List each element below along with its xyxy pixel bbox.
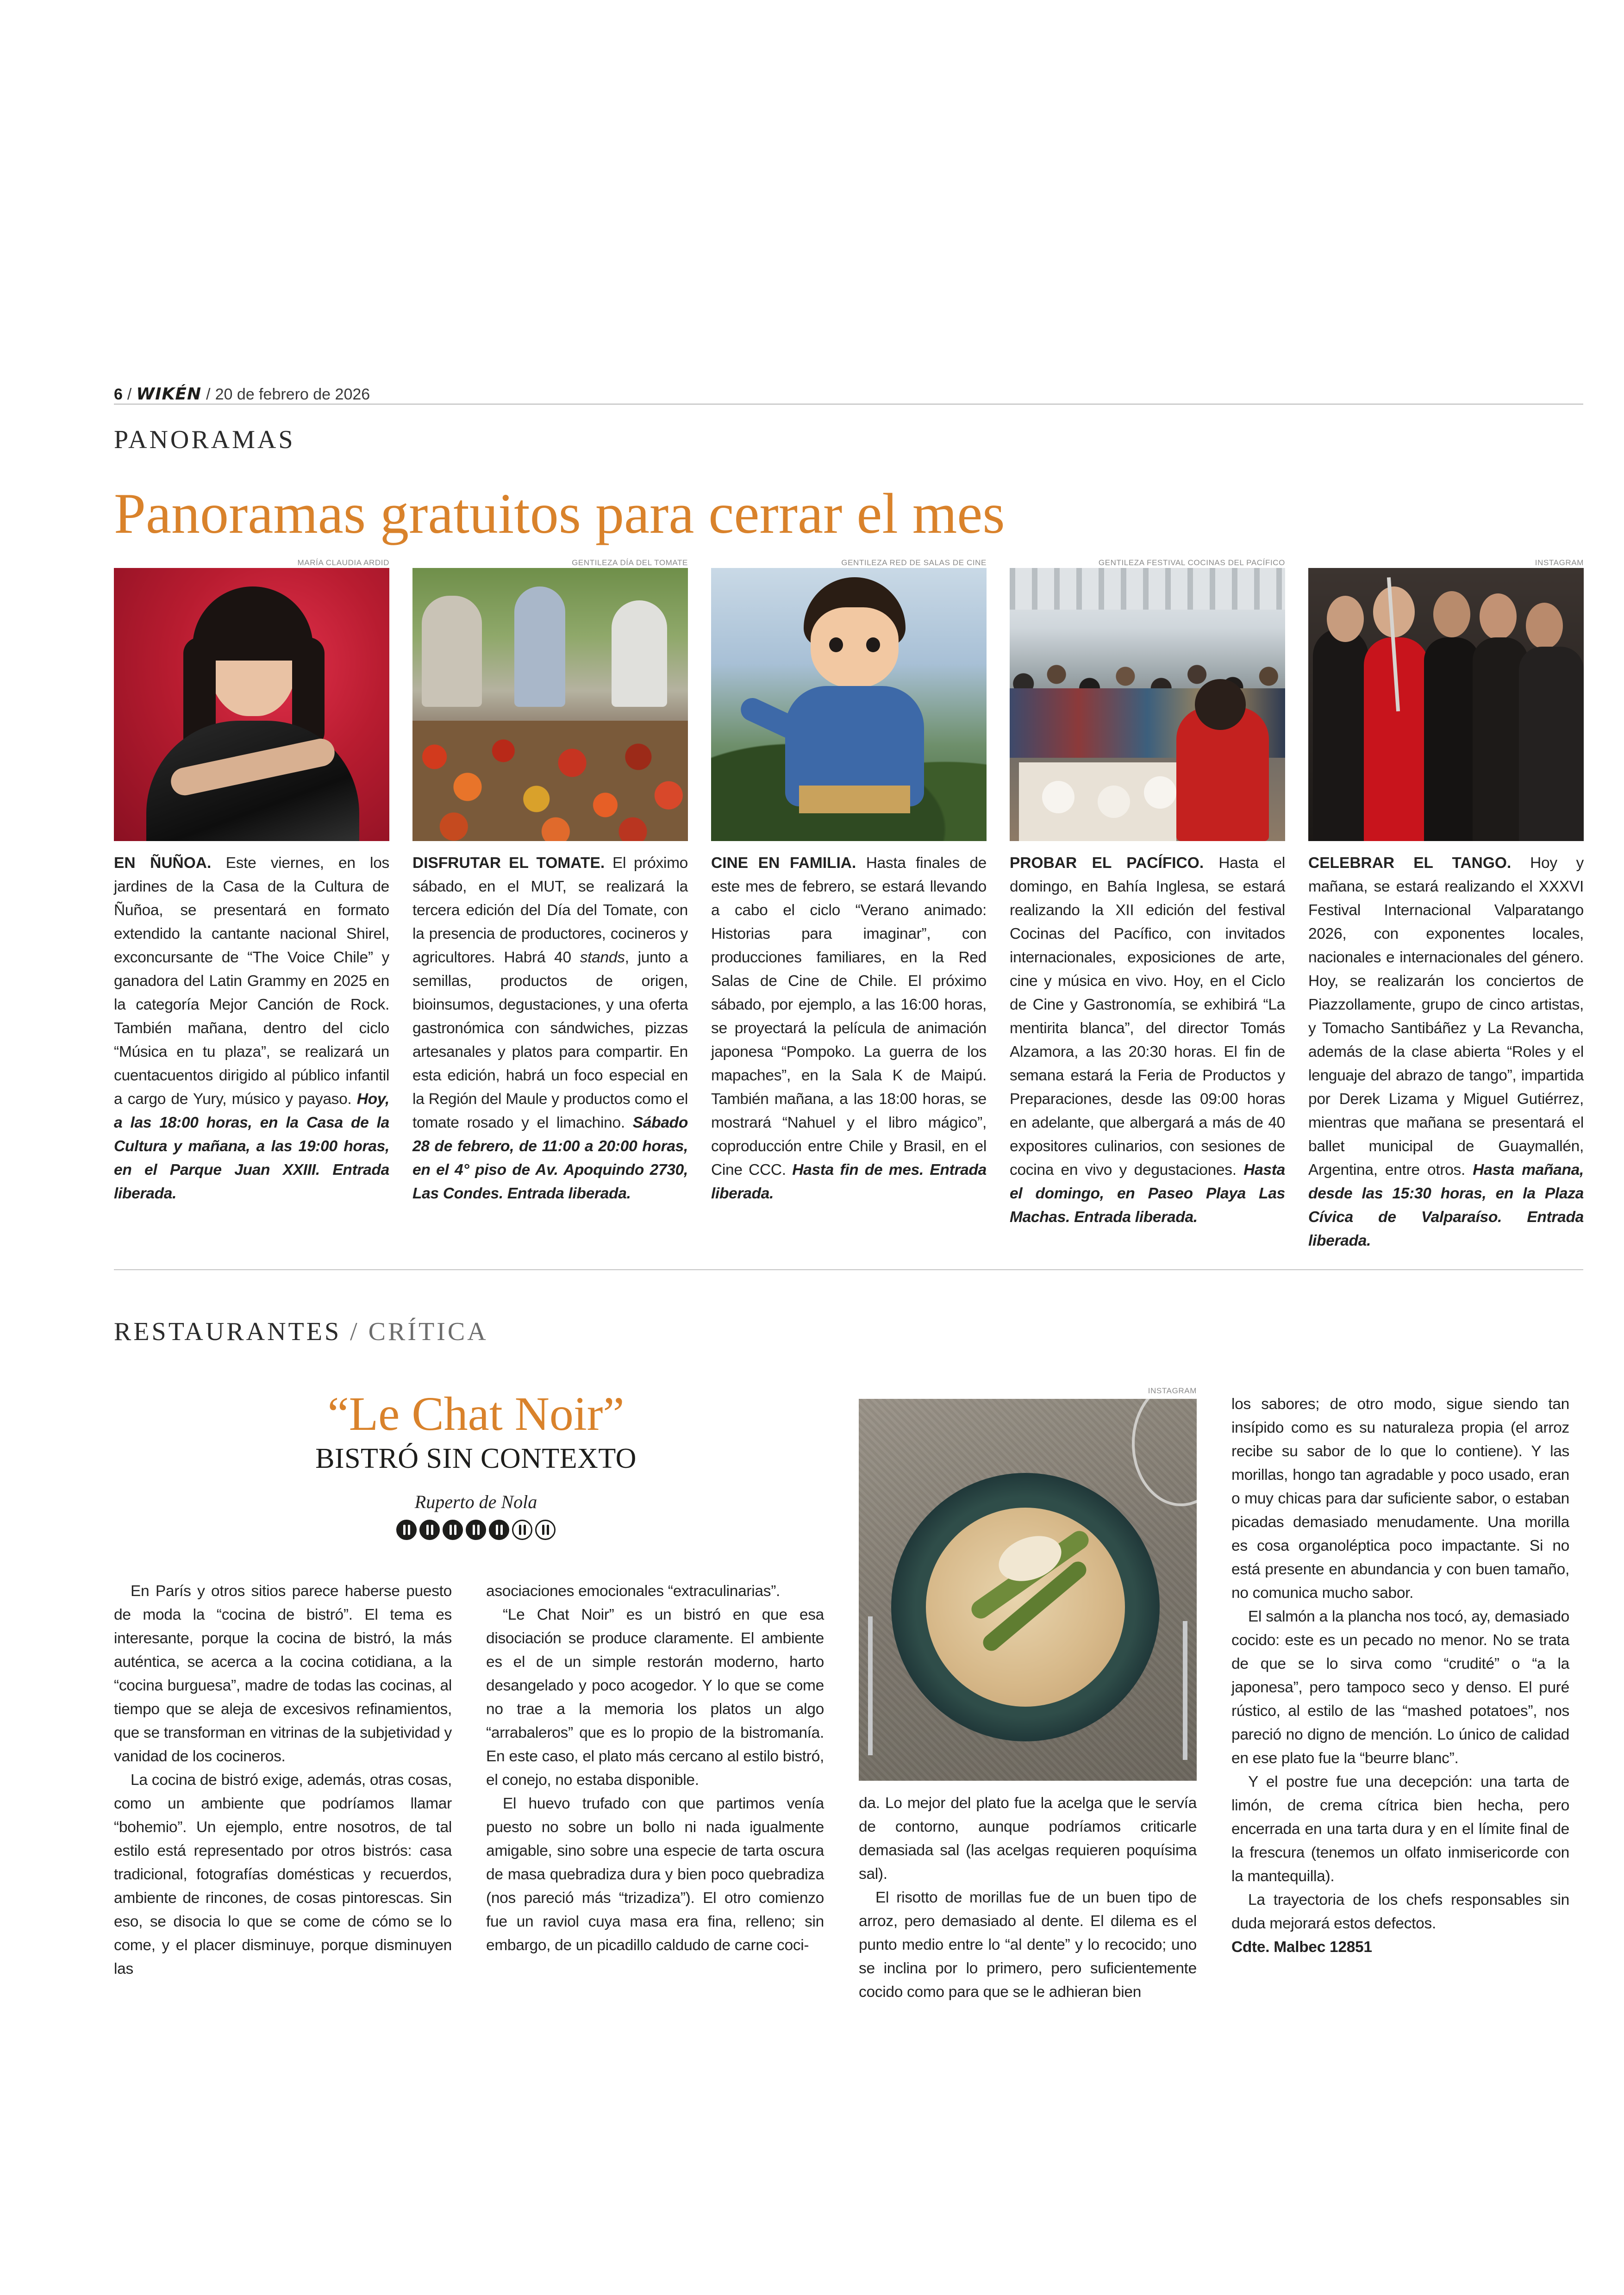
- item-body: Este viernes, en los jardines de la Casa de la Cultura de Ñuñoa, se presentará en formato extendido la cantante nacional Shirel, exconcursante de “The Voice Chile” y ganadora del Latin Grammy en 2025 en la categoría Mejor Canción de Rock. También mañana, dentro del ciclo “Música en tu plaza”, se realizará un cuentacuentos dirigido al público infantil a cargo de Yury, músico y payaso.: [114, 854, 389, 1108]
- review-paragraph: asociaciones emocionales “extraculinarias”.: [486, 1583, 781, 1600]
- review-paragraph: “Le Chat Noir” es un bistró en que esa disociación se produce claramente. El ambiente es el de un simple restorán moderno, harto desangelado y poco acogedor. Y lo que se come no trae a la memoria los platos un algo “arrabaleros” que es lo propio de la bistromanía. En este caso, el plato más cercano al estilo bistró, el conejo, no estaba disponible.: [486, 1606, 824, 1789]
- item-schedule: Hasta fin de mes. Entrada liberada.: [711, 1161, 987, 1202]
- fork-knife-rating-icon: [419, 1520, 440, 1540]
- section-label-panoramas: PANORAMAS: [114, 425, 295, 454]
- item-schedule: Hoy, a las 18:00 horas, en la Casa de la Cultura y mañana, a las 19:00 horas, en el Parque Juan XXIII. Entrada liberada.: [114, 1091, 389, 1202]
- panorama-text: [1010, 851, 1285, 1229]
- item-body: Hasta el domingo, en Bahía Inglesa, se estará realizando la XII edición del festival Cocinas del Pacífico, con invitados internacionales, exposiciones de arte, cine y música en vivo. Hoy, en el Ciclo de Cine y Gastronomía, se exhibirá “La mentirita blanca”, del director Tomás Alzamora, a las 20:30 horas. El fin de semana estará la Feria de Productos y Preparaciones, desde las 09:00 horas en adelante, que albergará a más de 40 expositores culinarios, con sesiones de cocina en vivo y degustaciones.: [1010, 854, 1285, 1179]
- item-body: stands: [580, 949, 625, 966]
- review-author: Ruperto de Nola: [414, 1491, 537, 1512]
- brand-logo: WIKÉN: [136, 385, 202, 404]
- item-schedule: Sábado 28 de febrero, de 11:00 a 20:00 horas, en el 4° piso de Av. Apoquindo 2730, Las Condes. Entrada liberada.: [412, 1114, 688, 1202]
- fork-knife-rating-icon: [396, 1520, 417, 1540]
- section-label-separator: /: [341, 1317, 369, 1346]
- item-body: , junto a semillas, productos de origen, bioinsumos, degustaciones, y una oferta gastronómica con sándwiches, pizzas artesanales y platos para compartir. En esta edición, habrá un foco especial en la Región del Maule y productos como el tomate rosado y el limachino.: [412, 949, 688, 1131]
- review-paragraph: La trayectoria de los chefs responsables sin duda mejorará estos defectos.: [1231, 1891, 1569, 1932]
- folio-divider: [114, 404, 1583, 405]
- panorama-text: [412, 851, 688, 1205]
- fork-knife-rating-icon: [466, 1520, 486, 1540]
- review-column: [1231, 1392, 1569, 1959]
- rating-row: [114, 1520, 838, 1540]
- review-title-block: [114, 1386, 838, 1540]
- item-body: Hasta finales de este mes de febrero, se estará llevando a cabo el ciclo “Verano animado: Historias para imaginar”, con producciones familiares, en la Red Salas de Cine de Chile. El próximo sábado, por ejemplo, a las 16:00 horas, se proyectará la película de animación japonesa “Pompoko. La guerra de los mapaches”, en la Sala K de Maipú. También mañana, a las 18:00 horas, se mostrará “Nahuel y el libro mágico”, coproducción entre Chile y Brasil, en el Cine CCC.: [711, 854, 987, 1179]
- item-lead: PROBAR EL PACÍFICO.: [1010, 854, 1204, 872]
- panorama-item: [1010, 558, 1285, 1229]
- risotto-plate-image: [859, 1399, 1197, 1781]
- fork-knife-rating-icon: [535, 1520, 556, 1540]
- item-lead: DISFRUTAR EL TOMATE.: [412, 854, 605, 872]
- page-number: 6: [114, 386, 123, 403]
- panorama-item: [711, 558, 987, 1205]
- panorama-item: [114, 558, 389, 1205]
- tango-musicians-image: [1308, 568, 1584, 841]
- panorama-text: [1308, 851, 1584, 1253]
- panorama-text: [114, 851, 389, 1205]
- section-label-sub: CRÍTICA: [368, 1317, 488, 1346]
- panorama-item: [412, 558, 688, 1205]
- fork-knife-rating-icon: [512, 1520, 532, 1540]
- review-subtitle: BISTRÓ SIN CONTEXTO: [315, 1443, 637, 1474]
- item-schedule: Hasta mañana, desde las 15:30 horas, en la Plaza Cívica de Valparaíso. Entrada liberada.: [1308, 1161, 1584, 1249]
- food-festival-crowd-image: [1010, 568, 1285, 841]
- section-label-main: RESTAURANTES: [114, 1317, 342, 1346]
- photo-credit: INSTAGRAM: [1148, 1386, 1197, 1395]
- review-paragraph: El salmón a la plancha nos tocó, ay, demasiado cocido: este es un pecado no menor. No se trata de que se lo sirva como “crudité” o “a la japonesa”, pero tampoco seco y denso. El puré rústico, al estilo de las “mashed potatoes”, nos pareció no digno de mención. Lo único de calidad en ese plato fue la “beurre blanc”.: [1231, 1608, 1569, 1767]
- review-paragraph: La cocina de bistró exige, además, otras cosas, como un ambiente que podríamos llamar “bohemio”. Un ejemplo, entre nosotros, de tal estilo está representado por otros bistrós: casa tradicional, fotografías domésticas y recuerdos, ambiente de rincones, de cosas pintorescas. Sin eso, se disocia lo que se come de cómo se lo come, y el placer disminuye, porque disminuyen las: [114, 1771, 452, 1977]
- photo-credit: MARÍA CLAUDIA ARDID: [297, 558, 389, 567]
- photo-credit: GENTILEZA RED DE SALAS DE CINE: [841, 558, 987, 567]
- section-divider: [114, 1269, 1583, 1270]
- tomato-market-image: [412, 568, 688, 841]
- review-paragraph: los sabores; de otro modo, sigue siendo tan insípido como es su naturaleza propia (el arroz recibe su sabor de lo que lo contiene). Y las morillas, hongo tan agradable y poco usado, eran o muy chicas para dar suficiente sabor, o estaban picadas demasiado menudamente. Una morilla es cosa organoléptica poco impactante. Si no está presente en abundancia y con buen tamaño, no comunica mucho sabor.: [1231, 1396, 1569, 1602]
- item-lead: EN ÑUÑOA.: [114, 854, 212, 872]
- photo-credit: INSTAGRAM: [1535, 558, 1584, 567]
- review-paragraph: En París y otros sitios parece haberse puesto de moda la “cocina de bistró”. El tema es interesante, porque la cocina de bistró, la más auténtica, se acerca a la cocina cotidiana, a la “cocina burguesa”, madre de todas las cocinas, al tiempo que se aleja de excesivos refinamientos, que se transforman en vitrinas de la subjetividad y vanidad de los cocineros.: [114, 1583, 452, 1765]
- page-folio: [114, 380, 1583, 404]
- review-paragraph: El huevo trufado con que partimos venía puesto no sobre un bollo ni nada igualmente amigable, sino sobre una especie de tarta oscura de masa quebradiza dura y bien poco quebradiza (nos pareció más “trizadiza”). El otro comienzo fue un raviol cuya masa era fina, relleno; sin embargo, de un picadillo caldudo de carne coci-: [486, 1795, 824, 1954]
- review-paragraph: El risotto de morillas fue de un buen tipo de arroz, pero demasiado al dente. El dilema es el punto medio entre lo “al dente” y lo recocido; uno se inclina por lo primero, pero suficientemente cocido como para que se le adhieran bien: [859, 1889, 1197, 2001]
- review-paragraph: Y el postre fue una decepción: una tarta de limón, de crema cítrica bien hecha, pero encerrada en una tarta dura y en el límite final de la frescura (tenemos un olfato inmisericorde con la mantequilla).: [1231, 1773, 1569, 1885]
- review-column: [486, 1579, 824, 1957]
- photo-credit: GENTILEZA FESTIVAL COCINAS DEL PACÍFICO: [1098, 558, 1285, 567]
- singer-portrait-image: [114, 568, 389, 841]
- review-paragraph: da. Lo mejor del plato fue la acelga que le servía de contorno, aunque podríamos criticarle demasiada sal (las acelgas requieren poquísima sal).: [859, 1795, 1197, 1883]
- folio-separator: /: [127, 386, 132, 403]
- page-headline: Panoramas gratuitos para cerrar el mes: [114, 482, 1005, 545]
- panorama-text: [711, 851, 987, 1205]
- section-label-restaurants: [114, 1317, 488, 1347]
- item-schedule: Hasta el domingo, en Paseo Playa Las Machas. Entrada liberada.: [1010, 1161, 1285, 1226]
- animated-film-still-image: [711, 568, 987, 841]
- item-body: Hoy y mañana, se estará realizando el XXXVI Festival Internacional Valparatango 2026, con exponentes locales, nacionales e internacionales del género. Hoy, se realizarán los conciertos de Piazzollamente, grupo de cinco artistas, y Tomacho Santibáñez y La Revancha, además de la clase abierta “Roles y el lenguaje del abrazo de tango”, impartida por Derek Lizama y Miguel Gutiérrez, mientras que mañana se presentará el ballet municipal de Guaymallén, Argentina, entre otros.: [1308, 854, 1584, 1179]
- item-lead: CINE EN FAMILIA.: [711, 854, 856, 872]
- folio-separator: /: [206, 386, 211, 403]
- item-lead: CELEBRAR EL TANGO.: [1308, 854, 1512, 872]
- photo-credit: GENTILEZA DÍA DEL TOMATE: [572, 558, 688, 567]
- review-title: “Le Chat Noir”: [327, 1387, 625, 1441]
- fork-knife-rating-icon: [489, 1520, 509, 1540]
- item-body: El próximo sábado, en el MUT, se realizará la tercera edición del Día del Tomate, con la presencia de productores, cocineros y agricultores. Habrá 40: [412, 854, 688, 966]
- fork-knife-rating-icon: [443, 1520, 463, 1540]
- review-signature: Cdte. Malbec 12851: [1231, 1939, 1372, 1956]
- panorama-item: [1308, 558, 1584, 1253]
- issue-date: 20 de febrero de 2026: [215, 386, 370, 403]
- review-column: [114, 1579, 452, 1981]
- review-column: [859, 1791, 1197, 2004]
